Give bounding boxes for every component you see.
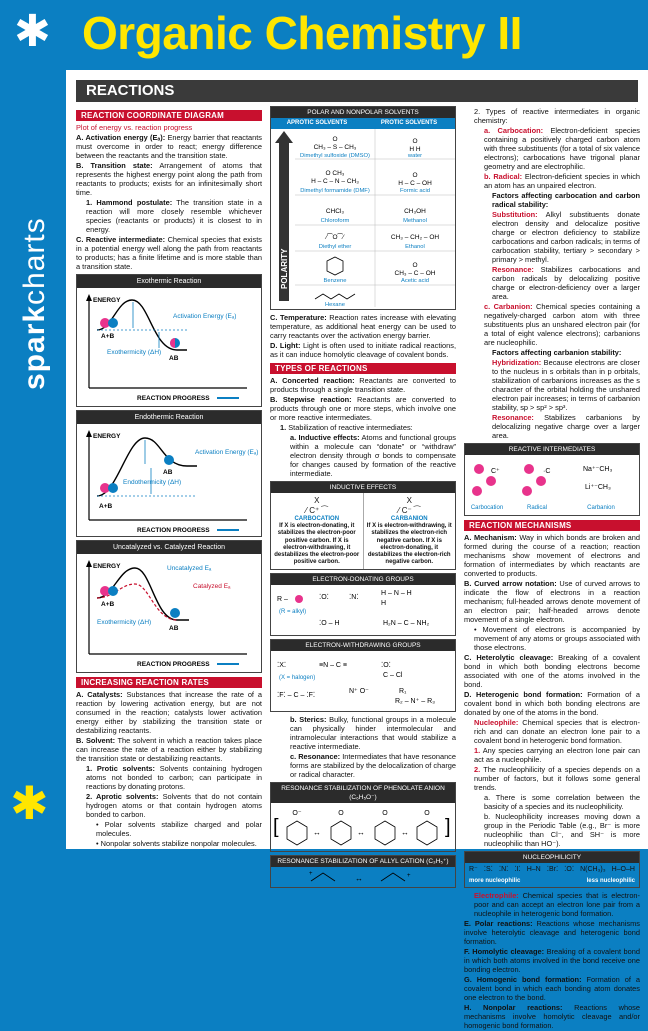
allyl-title: RESONANCE STABILIZATION OF ALLYL CATION (C₃H₅⁺) <box>271 856 455 867</box>
reactants-label: A+B <box>99 503 113 510</box>
tail-item: Electrophile: Chemical species that is electron-poor and can accept an electron lone pair from a nucleophile in heterogenic bond formation. <box>474 891 640 918</box>
rcd-item: A. Activation energy (Eₐ): Energy barrier that reactants must overcome in order to react; energy difference between the reactants and the transition state. <box>76 133 262 160</box>
inductive-effects-box: INDUCTIVE EFFECTS X ⁄ C⁺ ⁀ CARBOCATION If X is electron-donating, it stabilizes the electron-poor positive carbon. If X is electron-withdrawing, it destabilizes the electron-poor positive carbon. X ⁄ C⁻ ⁀ CARBANION If X is electron-withdrawing, it stabilizes the electron-rich negative carbon. If X is electron-donating, it destabilizes the electron-rich negative carbon. <box>270 481 456 570</box>
irr-item: 1. Protic solvents: Solvents containing hydrogen atoms not bonded to carbon; can participate in reactions by donating protons. <box>86 764 262 791</box>
svg-text:+: + <box>309 871 313 878</box>
svg-text:↔: ↔ <box>357 828 365 838</box>
nuc-title: NUCLEOPHILICITY <box>465 852 639 863</box>
svg-text:R₁: R₁ <box>399 688 407 696</box>
catalyzed-diagram <box>76 540 262 673</box>
ri-label: Radical <box>526 505 548 511</box>
sterics-item: b. Sterics: Bulky, functional groups in a molecule can physically hinder intermolecular and intramolecular interactions that would stabilize a reactive intermediate. <box>290 715 456 752</box>
mech-heading: REACTION MECHANISMS <box>464 520 640 531</box>
tail-item: G. Homogenic bond formation: Formation of a covalent bond in which each bonding atom donates one electron to the bond. <box>464 975 640 1002</box>
irr-bullet: • Nonpolar solvents stabilize nonpolar molecules. <box>96 839 257 848</box>
edg-note: (R = alkyl) <box>279 609 307 616</box>
svg-text:Acetic acid: Acetic acid <box>400 278 430 284</box>
ri-title: REACTIVE INTERMEDIATES <box>465 444 639 455</box>
mech-item: a. There is some correlation between the basicity of a species and its nucleophilicity. <box>484 793 640 811</box>
svg-text:H – N – H: H – N – H <box>381 590 412 598</box>
svg-text:O: O <box>424 810 430 818</box>
ewg-title: ELECTRON-WITHDRAWING GROUPS <box>271 640 455 651</box>
types-heading: TYPES OF REACTIONS <box>270 363 456 374</box>
ri-item: Resonance: Stabilizes carbocations and carbon radicals by delocalizing positive charge or electron-deficiency over a larger area. <box>492 265 640 301</box>
carbanion-label: CARBANION <box>390 516 428 522</box>
svg-text:+: + <box>407 873 411 880</box>
svg-text:↔: ↔ <box>313 828 321 838</box>
svg-text:Methanol: Methanol <box>403 218 427 224</box>
mech-item: B. Curved arrow notation: Use of curved arrows to indicate the flow of electrons in a reaction mechanism; full-headed arrows denote movement of an electron pair; half-headed arrows denote movement of a single electron. <box>464 579 641 624</box>
resonance-item: c. Resonance: Intermediates that have resonance forms are stabilized by the delocalization of charge or radical character. <box>290 752 456 780</box>
catalyzed-label: Catalyzed Eₐ <box>193 583 231 590</box>
svg-text:CH₃ – C – OH: CH₃ – C – OH <box>394 270 436 277</box>
svg-text:C – Cl: C – Cl <box>383 672 403 680</box>
mech-item: Nucleophile: Chemical species that is electron-rich and can donate an electron lone pair to a covalent bond in heterogenic bond formation. <box>474 718 640 745</box>
tail-item: F. Homolytic cleavage: Breaking of a covalent bond in which both atoms involved in the bond receive one bonding electron. <box>464 947 640 974</box>
svg-text:Benzene: Benzene <box>323 278 347 284</box>
rcd-heading: REACTION COORDINATE DIAGRAM <box>76 110 262 121</box>
svg-text:O: O <box>332 136 338 143</box>
svg-text:O: O <box>412 172 418 179</box>
svg-text:⁚F⁚ – C – ⁚F⁚: ⁚F⁚ – C – ⁚F⁚ <box>277 692 316 700</box>
phenolate-box <box>270 782 456 852</box>
irr-item: 2. Aprotic solvents: Solvents that do not contain hydrogen atoms or that contain hydrogen atoms bonded to carbon. <box>86 792 263 819</box>
edg-box <box>270 573 456 636</box>
irr-heading: INCREASING REACTION RATES <box>76 677 262 688</box>
ri-item: c. Carbanion: Chemical species containing a negatively-charged carbon atom with three substituents plus an unshared electron pair (for a total of eight valence electrons); carbanions are nucleophilic. <box>484 302 640 347</box>
header <box>66 0 648 70</box>
product-label: AB <box>163 469 173 476</box>
svg-text:O: O <box>382 810 388 818</box>
mech-item: A. Mechanism: Way in which bonds are broken and formed during the course of a reaction; reaction mechanisms show movement of electrons and formation of intermediates by which reactants are converted to products. <box>464 533 640 578</box>
carbocation-text: If X is electron-donating, it stabilizes the electron-poor positive carbon. If X is electron-withdrawing, it destabilizes the electron-poor positive carbon. <box>274 523 360 566</box>
svg-text:O⁻: O⁻ <box>292 810 302 818</box>
types-item: B. Stepwise reaction: Reactants are converted to products through one or more steps, which involve one or more reactive intermediates. <box>270 395 456 422</box>
ri-item: Substitution: Alkyl substituents donate electron density and delocalize positive charge or electron deficiency to stabilize carbocations and carbon radicals; in terms of carbocation stability, tertiary > secondary > primary > methyl. <box>492 210 640 264</box>
svg-text:Formic acid: Formic acid <box>400 188 430 194</box>
ri-extra: Li⁺⁻CH₃ <box>585 484 611 491</box>
page <box>66 70 648 1030</box>
reactive-intermediates-box <box>464 443 640 516</box>
svg-text:CH₃ – CH₂ – OH: CH₃ – CH₂ – OH <box>390 234 440 241</box>
mech-item: D. Heterogenic bond formation: Formation of a covalent bond in which both bonding electrons are donated by one of the atoms in the bond. <box>464 690 640 717</box>
svg-text:CH₃ – S – CH₃: CH₃ – S – CH₃ <box>313 144 357 151</box>
ri-item: Resonance: Stabilizes carbanions by delocalizing negative charge over a larger area. <box>492 413 640 440</box>
inductive-title: INDUCTIVE EFFECTS <box>271 482 455 493</box>
ri-extra: Na⁺⁻CH₃ <box>583 466 613 473</box>
irr-item: A. Catalysts: Substances that increase the rate of a reaction by lowering activation energy, but are not consumed in the reaction; catalysts lower activation energy either by stabilizing the transition state or destabilizing reactants. <box>76 690 262 735</box>
endothermicity-label: Endothermicity (ΔH) <box>123 479 182 486</box>
svg-text:O CH₃: O CH₃ <box>325 170 345 177</box>
svg-text:O: O <box>412 138 418 145</box>
types-item: A. Concerted reaction: Reactants are converted to products through a single transition state. <box>270 376 456 394</box>
svg-text:Dimethyl sulfoxide (DMSO): Dimethyl sulfoxide (DMSO) <box>300 153 370 159</box>
reactants-label: A+B <box>101 601 115 608</box>
energy-label: ENERGY <box>93 433 121 440</box>
types-item: a. Inductive effects: Atoms and functional groups within a molecule can “donate” or “withdraw” electron density through σ bonds to compensate for changes caused by formation of the reactive intermediate. <box>290 433 457 478</box>
svg-text:N⁺ O⁻: N⁺ O⁻ <box>349 688 369 696</box>
ri-item: Factors affecting carbocation and carbon radical stability: <box>492 191 640 209</box>
svg-text:H: H <box>381 600 387 608</box>
tail-item: E. Polar reactions: Reactions whose mechanisms involve heterolytic cleavage and heterogenic bond formation. <box>464 919 640 946</box>
ri-label: Carbanion <box>587 505 615 511</box>
nuc-less: less nucleophilic <box>586 878 635 884</box>
ri-item: a. Carbocation: Electron-deficient species containing a positively charged carbon atom with three substituents (for a total of six valence electrons); carbocations have trigonal planar geometry and are electrophilic. <box>484 126 641 171</box>
reactants-label: A+B <box>101 333 115 340</box>
asterisk-icon: ✱ <box>14 6 51 57</box>
product-label: AB <box>169 625 179 632</box>
column-3 <box>464 106 640 1031</box>
light-item: D. Light: Light is often used to initiate radical reactions, as it can induce homolytic cleavage of covalent bonds. <box>270 341 456 359</box>
svg-text:R₂ – N⁺ – R₃: R₂ – N⁺ – R₃ <box>395 698 435 706</box>
polarity-label: POLARITY <box>280 248 289 289</box>
rcd-intro: Plot of energy vs. reaction progress <box>76 123 193 132</box>
protic-header: PROTIC SOLVENTS <box>380 120 438 126</box>
mech-item: C. Heterolytic cleavage: Breaking of a covalent bond in which both bonding electrons become associated with one of the atoms involved in the bond. <box>464 653 641 689</box>
energy-label: ENERGY <box>93 297 121 304</box>
svg-text:⁄⁀O⁀⁄: ⁄⁀O⁀⁄ <box>326 234 344 241</box>
diagram-title: Endothermic Reaction <box>77 411 261 424</box>
svg-text:⁚N⁚: ⁚N⁚ <box>349 594 359 602</box>
activation-label: Activation Energy (Eₐ) <box>195 449 259 456</box>
svg-text:water: water <box>407 153 423 159</box>
mech-item: 2. The nucleophilicity of a species depends on a number of factors, but it follows some general trends. <box>474 765 640 792</box>
product-label: AB <box>169 355 179 362</box>
ri-item: Hybridization: Because electrons are closer to the nucleus in s orbitals than in p orbitals, stabilization of carbanions increases as the s character of the orbital holding the unshared electron pair increases; in terms of carbanion stability, sp > sp² > sp³. <box>492 358 640 412</box>
progress-label: REACTION PROGRESS <box>137 395 210 402</box>
rcd-item: C. Reactive intermediate: Chemical species that exists in a potential energy well along the path from reactants to products; has a finite lifetime and is more stable than a transition state. <box>76 235 262 271</box>
svg-text:H H: H H <box>409 146 421 153</box>
mech-item: 1. Any species carrying an electron lone pair can act as a nucleophile. <box>474 746 640 764</box>
svg-text:⁚O – H: ⁚O – H <box>319 620 340 628</box>
phenolate-title: RESONANCE STABILIZATION OF PHENOLATE ANION (C₆H₅O⁻) <box>271 783 455 803</box>
asterisk-icon: ✱ <box>10 776 49 830</box>
nucleophilicity-box: NUCLEOPHILICITY R⁻ ⁚S⁚ ⁚N⁚ ⁚I⁚ H–N ⁚Br⁚ ⁚O⁚ N(CH₃)₃ H–O–H more nucleophilic less nucleophilic <box>464 851 640 888</box>
svg-text:O: O <box>412 262 418 269</box>
column-2 <box>270 106 456 891</box>
types-item: 1. Stabilization of reactive intermediates: <box>280 423 413 432</box>
exothermicity-label: Exothermicity (ΔH) <box>107 349 162 356</box>
svg-text:C⁺: C⁺ <box>491 468 500 475</box>
edg-title: ELECTRON-DONATING GROUPS <box>271 574 455 585</box>
svg-text:CHCl₃: CHCl₃ <box>325 208 345 215</box>
temperature-item: C. Temperature: Reaction rates increase with elevating temperature, as additional heat energy can be used to carry reactants over the activation energy barrier. <box>270 313 456 340</box>
brand-strip: ✱ sparkcharts ✱ <box>0 0 66 849</box>
svg-text:≡N – C ≡: ≡N – C ≡ <box>319 662 348 670</box>
svg-text:⁚X⁚: ⁚X⁚ <box>277 662 287 670</box>
svg-text:Chloroform: Chloroform <box>320 218 350 224</box>
intermediates-intro: 2. Types of reactive intermediates in organic chemistry: <box>474 107 640 125</box>
carbanion-text: If X is electron-withdrawing, it stabilizes the electron-rich negative carbon. If X is electron-donating, it destabilizes the electron-rich negative carbon. <box>366 523 452 566</box>
ri-item: b. Radical: Electron-deficient species in which an atom has an unpaired electron. <box>484 172 640 190</box>
solvents-title: POLAR AND NONPOLAR SOLVENTS <box>271 107 455 118</box>
irr-item: B. Solvent: The solvent in which a reaction takes place can increase the rate of a reaction either by stabilizing the transition state or destabilizing reactants. <box>76 736 262 763</box>
svg-text:]: ] <box>445 816 451 839</box>
svg-text:R –: R – <box>277 596 288 604</box>
rcd-item: 1. Hammond postulate: The transition state in a reaction will more closely resemble whichever species (reactants or products) it is closest to in energy. <box>86 198 262 234</box>
carbocation-label: CARBOCATION <box>294 516 340 522</box>
ewg-note: (X = halogen) <box>279 675 316 682</box>
svg-text:H₂N – C – NH₂: H₂N – C – NH₂ <box>383 620 430 628</box>
rcd-item: B. Transition state: Arrangement of atoms that represents the highest energy point along the path from reactants to products; exists for an infinitesimally short time. <box>76 161 262 197</box>
svg-text:Diethyl ether: Diethyl ether <box>318 244 352 250</box>
svg-text:↔: ↔ <box>355 874 363 884</box>
energy-label: ENERGY <box>93 563 121 570</box>
svg-text:Ethanol: Ethanol <box>405 244 425 250</box>
svg-text:H – C – OH: H – C – OH <box>398 180 432 187</box>
diagram-title: Uncatalyzed vs. Catalyzed Reaction <box>77 541 261 554</box>
solvents-table <box>270 106 456 310</box>
tail-item: H. Nonpolar reactions: Reactions whose mechanisms involve homolytic cleavage and/or homogenic bond formation. <box>464 1003 640 1030</box>
svg-text:[: [ <box>273 816 279 839</box>
svg-text:Dimethyl formamide (DMF): Dimethyl formamide (DMF) <box>300 188 370 194</box>
allyl-box <box>270 855 456 888</box>
svg-text:·C: ·C <box>543 468 551 475</box>
mech-item: • Movement of electrons is accompanied by movement of any atoms or groups associated with those electrons. <box>474 625 640 652</box>
page-title: Organic Chemistry II <box>82 7 522 59</box>
ri-label: Carbocation <box>470 505 504 511</box>
progress-label: REACTION PROGRESS <box>137 661 210 668</box>
endothermic-diagram <box>76 410 262 537</box>
svg-text:↔: ↔ <box>401 828 409 838</box>
ewg-box <box>270 639 456 712</box>
svg-text:⁚O⁚: ⁚O⁚ <box>319 594 329 602</box>
diagram-title: Exothermic Reaction <box>77 275 261 288</box>
solvents-grid <box>271 129 455 307</box>
section-title: REACTIONS <box>76 80 638 102</box>
exothermicity-label: Exothermicity (ΔH) <box>97 619 152 626</box>
irr-bullet: • Polar solvents stabilize charged and polar molecules. <box>96 820 262 838</box>
svg-text:Hexane: Hexane <box>325 302 345 308</box>
ri-item: Factors affecting carbanion stability: <box>492 348 622 357</box>
nuc-more: more nucleophilic <box>469 878 521 884</box>
uncatalyzed-label: Uncatalyzed Eₐ <box>167 565 212 572</box>
aprotic-header: APROTIC SOLVENTS <box>286 120 348 126</box>
svg-text:O: O <box>338 810 344 818</box>
svg-text:H – C – N – CH₃: H – C – N – CH₃ <box>311 178 359 185</box>
svg-text:CH₃OH: CH₃OH <box>404 208 426 215</box>
exothermic-diagram <box>76 274 262 407</box>
column-1 <box>76 106 262 849</box>
activation-label: Activation Energy (Eₐ) <box>173 313 237 320</box>
svg-text:⁚O⁚: ⁚O⁚ <box>381 662 391 670</box>
progress-label: REACTION PROGRESS <box>137 527 210 534</box>
mech-item: b. Nucleophilicity increases moving down a group in the Periodic Table (e.g., Br⁻ is more nucleophilic than Cl⁻, and SH⁻ is more nucleophilic than HO⁻). <box>484 812 640 848</box>
